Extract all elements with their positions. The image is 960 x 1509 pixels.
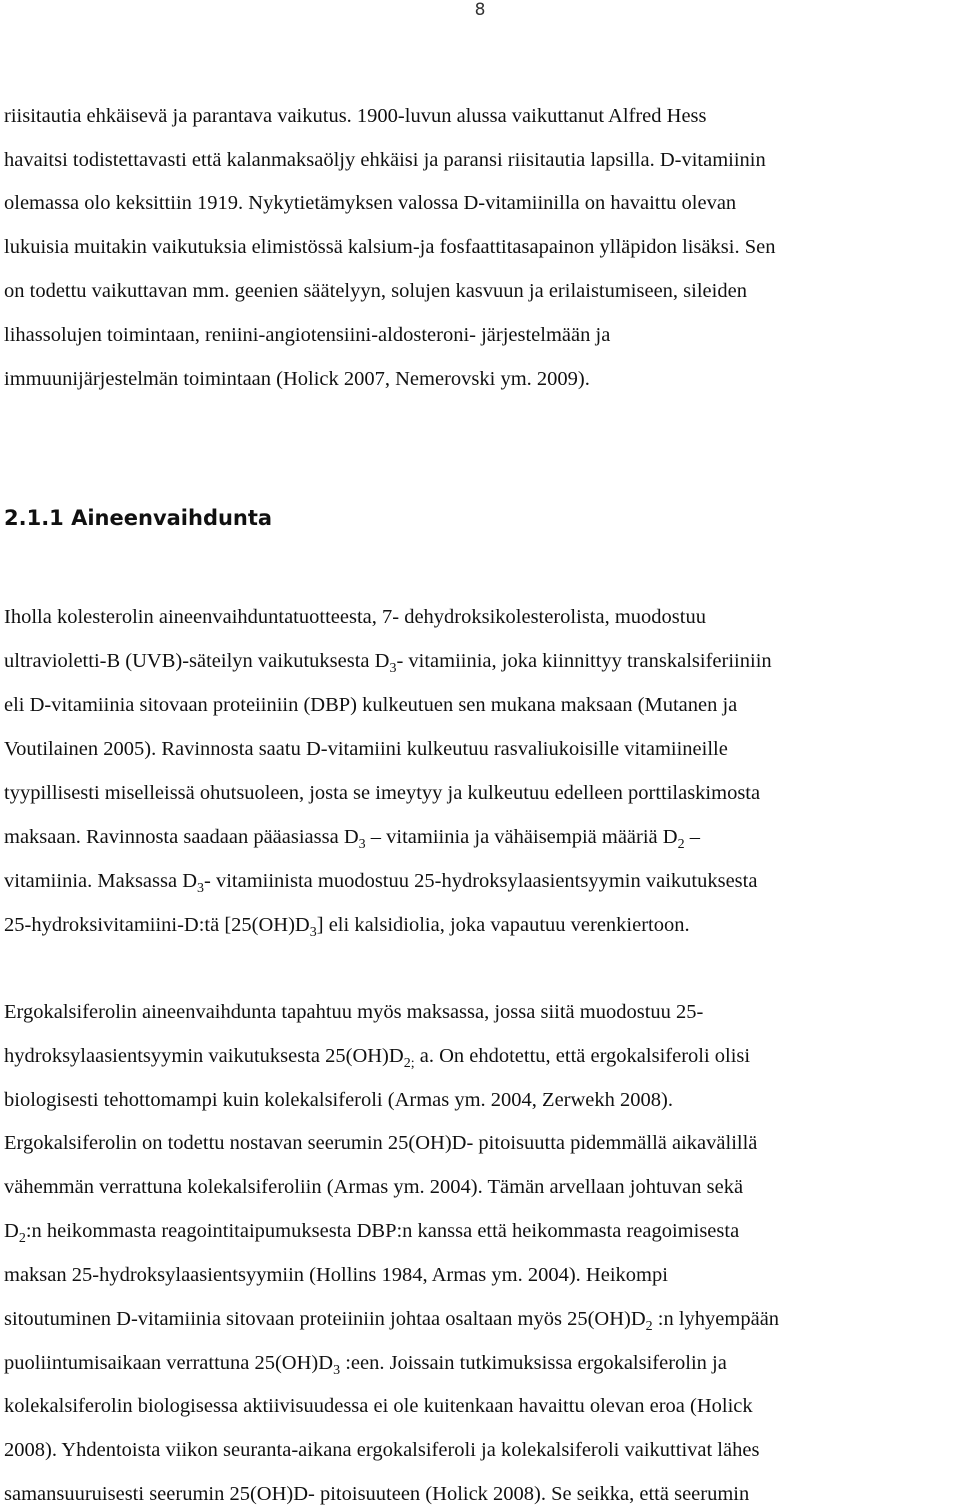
text-run: 25-hydroksivitamiini-D:tä [25(OH)D [4, 914, 310, 936]
subscript: 3 [309, 925, 317, 940]
text-line [4, 1351, 727, 1383]
text-run: :een. Joissain tutkimuksissa ergokalsiferolin ja [340, 1352, 727, 1374]
text-run: - vitamiinista muodostuu 25-hydroksylaasientsyymin vaikutuksesta [204, 870, 758, 892]
text-line: lihassolujen toimintaan, reniini-angiotensiini-aldosteroni- järjestelmään ja [4, 324, 611, 346]
page-number: 8 [474, 0, 486, 20]
text-line: tyypillisesti miselleissä ohutsuoleen, josta se imeytyy ja kulkeutuu edelleen porttilaskimosta [4, 782, 761, 804]
text-run: vitamiinia. Maksassa D [4, 870, 198, 892]
subscript: 3 [333, 1363, 341, 1378]
text-line: olemassa olo keksittiin 1919. Nykytietämyksen valossa D-vitamiinilla on havaittu olevan [4, 192, 737, 214]
subscript: 2 [645, 1319, 653, 1334]
text-run: ] eli kalsidiolia, joka vapautuu verenkiertoon. [316, 914, 690, 936]
text-run: hydroksylaasientsyymin vaikutuksesta 25(OH)D [4, 1045, 404, 1067]
text-line: samansuuruisesti seerumin 25(OH)D- pitoisuuteen (Holick 2008). Se seikka, että seerumin [4, 1483, 750, 1505]
text-line: biologisesti tehottomampi kuin kolekalsiferoli (Armas ym. 2004, Zerwekh 2008). [4, 1089, 673, 1111]
subscript: 3 [389, 661, 397, 676]
text-line [4, 1044, 750, 1076]
text-line: Voutilainen 2005). Ravinnosta saatu D-vitamiini kulkeutuu rasvaliukoisille vitamiineille [4, 738, 728, 760]
text-line: on todettu vaikuttavan mm. geenien säätelyyn, solujen kasvuun ja erilaistumiseen, sileiden [4, 280, 747, 302]
text-line [4, 1307, 779, 1339]
text-run: :n lyhyempään [652, 1308, 780, 1330]
subscript: 2 [677, 837, 685, 852]
text-run: sitoutuminen D-vitamiinia sitovaan proteiiniin johtaa osaltaan myös 25(OH)D [4, 1308, 646, 1330]
text-line: riisitautia ehkäisevä ja parantava vaikutus. 1900-luvun alussa vaikuttanut Alfred Hess [4, 105, 707, 127]
text-run: – vitamiinia ja vähäisempiä määriä D [365, 826, 678, 848]
subscript: 3 [197, 881, 205, 896]
text-line: maksan 25-hydroksylaasientsyymiin (Hollins 1984, Armas ym. 2004). Heikompi [4, 1264, 668, 1286]
text-line: Ergokalsiferolin aineenvaihdunta tapahtuu myös maksassa, jossa siitä muodostuu 25- [4, 1001, 704, 1023]
text-line: 2008). Yhdentoista viikon seuranta-aikana ergokalsiferoli ja kolekalsiferoli vaikuttivat lähes [4, 1439, 760, 1461]
text-line: eli D-vitamiinia sitovaan proteiiniin (DBP) kulkeutuen sen mukana maksaan (Mutanen ja [4, 694, 738, 716]
text-line: havaitsi todistettavasti että kalanmaksaöljy ehkäisi ja paransi riisitautia lapsilla. D-vitamiinin [4, 149, 766, 171]
text-run: ultravioletti-B (UVB)-säteilyn vaikutuksesta D [4, 650, 390, 672]
subscript: 3 [358, 837, 366, 852]
text-line [4, 869, 757, 901]
text-line: lukuisia muitakin vaikutuksia elimistössä kalsium-ja fosfaattitasapainon ylläpidon lisäksi. Sen [4, 236, 776, 258]
text-line: Iholla kolesterolin aineenvaihduntatuotteesta, 7- dehydroksikolesterolista, muodostuu [4, 606, 706, 628]
text-run: D [4, 1220, 19, 1242]
text-run: :n heikommasta reagointitaipumuksesta DBP:n kanssa että heikommasta reagoimisesta [25, 1220, 740, 1242]
text-line [4, 825, 700, 857]
text-line [4, 1219, 739, 1251]
text-run: – [684, 826, 700, 848]
text-line [4, 913, 690, 945]
subscript: 2 [18, 1231, 26, 1246]
text-run: a. On ehdotettu, että ergokalsiferoli olisi [414, 1045, 751, 1067]
section-heading: 2.1.1 Aineenvaihdunta [4, 506, 273, 530]
text-run: maksaan. Ravinnosta saadaan pääasiassa D [4, 826, 359, 848]
text-run: puoliintumisaikaan verrattuna 25(OH)D [4, 1352, 334, 1374]
text-line: Ergokalsiferolin on todettu nostavan seerumin 25(OH)D- pitoisuutta pidemmällä aikavälillä [4, 1132, 758, 1154]
text-line: kolekalsiferolin biologisessa aktiivisuudessa ei ole kuitenkaan havaittu olevan eroa (Holick [4, 1395, 753, 1417]
subscript: 2; [403, 1056, 415, 1071]
text-run: - vitamiinia, joka kiinnittyy transkalsiferiiniin [396, 650, 772, 672]
text-line: immuunijärjestelmän toimintaan (Holick 2007, Nemerovski ym. 2009). [4, 368, 590, 390]
text-line [4, 649, 772, 681]
text-line: vähemmän verrattuna kolekalsiferoliin (Armas ym. 2004). Tämän arvellaan johtuvan sekä [4, 1176, 744, 1198]
